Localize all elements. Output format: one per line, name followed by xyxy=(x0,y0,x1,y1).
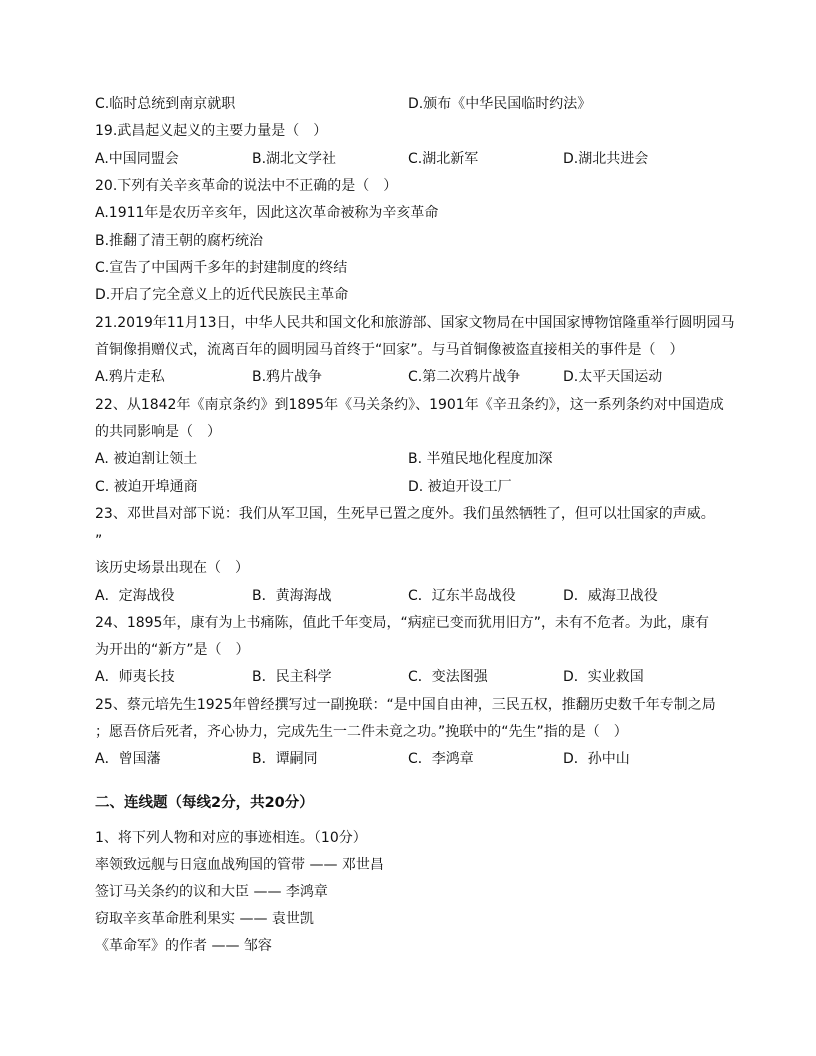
q23-stem-line3: 该历史场景出现在（ ） xyxy=(95,560,249,576)
q22-option-c: C. 被迫开埠通商 xyxy=(95,479,198,495)
q23-stem-line1: 23、邓世昌对部下说：我们从军卫国，生死早已置之度外。我们虽然牺牲了，但可以壮国家的声威。 xyxy=(95,506,715,522)
matching-pair: 率领致远舰与日寇血战殉国的管带 —— 邓世昌 xyxy=(95,857,384,873)
q24-option-a: A．师夷长技 xyxy=(95,669,175,685)
q21-option-b: B.鸦片战争 xyxy=(252,369,323,385)
section2-q1-stem: 1、将下列人物和对应的事迹相连。（10分） xyxy=(95,830,367,846)
section2-heading: 二、连线题（每线2分，共20分） xyxy=(95,795,314,811)
q22-option-a: A. 被迫割让领土 xyxy=(95,451,198,467)
q22-stem-line1: 22、从1842年《南京条约》到1895年《马关条约》、1901年《辛丑条约》，这一系列条约对中国造成 xyxy=(95,397,724,413)
q19-option-a: A.中国同盟会 xyxy=(95,151,179,167)
q25-option-c: C．李鸿章 xyxy=(408,751,474,767)
q20-stem: 20.下列有关辛亥革命的说法中不正确的是（ ） xyxy=(95,178,398,194)
q18-option-d: D.颁布《中华民国临时约法》 xyxy=(408,96,592,112)
q20-option-a: A.1911年是农历辛亥年，因此这次革命被称为辛亥革命 xyxy=(95,205,439,221)
q24-option-d: D．实业救国 xyxy=(563,669,644,685)
q24-stem-line1: 24、1895年，康有为上书痛陈，值此千年变局，“病症已变而犹用旧方”，未有不危者。为此，康有 xyxy=(95,615,709,631)
q25-stem-line1: 25、蔡元培先生1925年曾经撰写过一副挽联：“是中国自由神，三民五权，推翻历史数千年专制之局 xyxy=(95,697,716,713)
q21-stem-line1: 21.2019年11月13日，中华人民共和国文化和旅游部、国家文物局在中国国家博物馆隆重举行圆明园马 xyxy=(95,315,735,331)
q20-option-b: B.推翻了清王朝的腐朽统治 xyxy=(95,233,264,249)
q23-stem-line2: ” xyxy=(95,533,103,549)
q20-option-d: D.开启了完全意义上的近代民族民主革命 xyxy=(95,287,349,303)
matching-pair: 窃取辛亥革命胜利果实 —— 袁世凯 xyxy=(95,911,314,927)
q20-option-c: C.宣告了中国两千多年的封建制度的终结 xyxy=(95,260,348,276)
q25-stem-line2: ；愿吾侪后死者，齐心协力，完成先生一二件未竟之功。”挽联中的“先生”指的是（ ） xyxy=(95,724,628,740)
q19-option-b: B.湖北文学社 xyxy=(252,151,337,167)
q21-option-d: D.太平天国运动 xyxy=(563,369,663,385)
q23-option-c: C．辽东半岛战役 xyxy=(408,588,516,604)
matching-pair: 《革命军》的作者 —— 邹容 xyxy=(95,938,272,954)
q22-option-d: D. 被迫开设工厂 xyxy=(408,479,512,495)
q25-option-d: D．孙中山 xyxy=(563,751,630,767)
q22-stem-line2: 的共同影响是（ ） xyxy=(95,424,221,440)
q19-stem: 19.武昌起义起义的主要力量是（ ） xyxy=(95,123,328,139)
q25-option-b: B．谭嗣同 xyxy=(252,751,318,767)
q19-option-d: D.湖北共进会 xyxy=(563,151,649,167)
q21-stem-line2: 首铜像捐赠仪式，流离百年的圆明园马首终于“回家”。与马首铜像被盗直接相关的事件是（ ） xyxy=(95,342,684,358)
q19-option-c: C.湖北新军 xyxy=(408,151,479,167)
q18-option-c: C.临时总统到南京就职 xyxy=(95,96,236,112)
q24-option-c: C．变法图强 xyxy=(408,669,488,685)
q21-option-c: C.第二次鸦片战争 xyxy=(408,369,521,385)
q25-option-a: A．曾国藩 xyxy=(95,751,161,767)
q23-option-d: D．威海卫战役 xyxy=(563,588,658,604)
q24-option-b: B．民主科学 xyxy=(252,669,332,685)
matching-pair: 签订马关条约的议和大臣 —— 李鸿章 xyxy=(95,884,328,900)
q24-stem-line2: 为开出的“新方”是（ ） xyxy=(95,642,250,658)
q23-option-b: B．黄海海战 xyxy=(252,588,332,604)
q22-option-b: B. 半殖民地化程度加深 xyxy=(408,451,553,467)
q23-option-a: A．定海战役 xyxy=(95,588,175,604)
q21-option-a: A.鸦片走私 xyxy=(95,369,165,385)
